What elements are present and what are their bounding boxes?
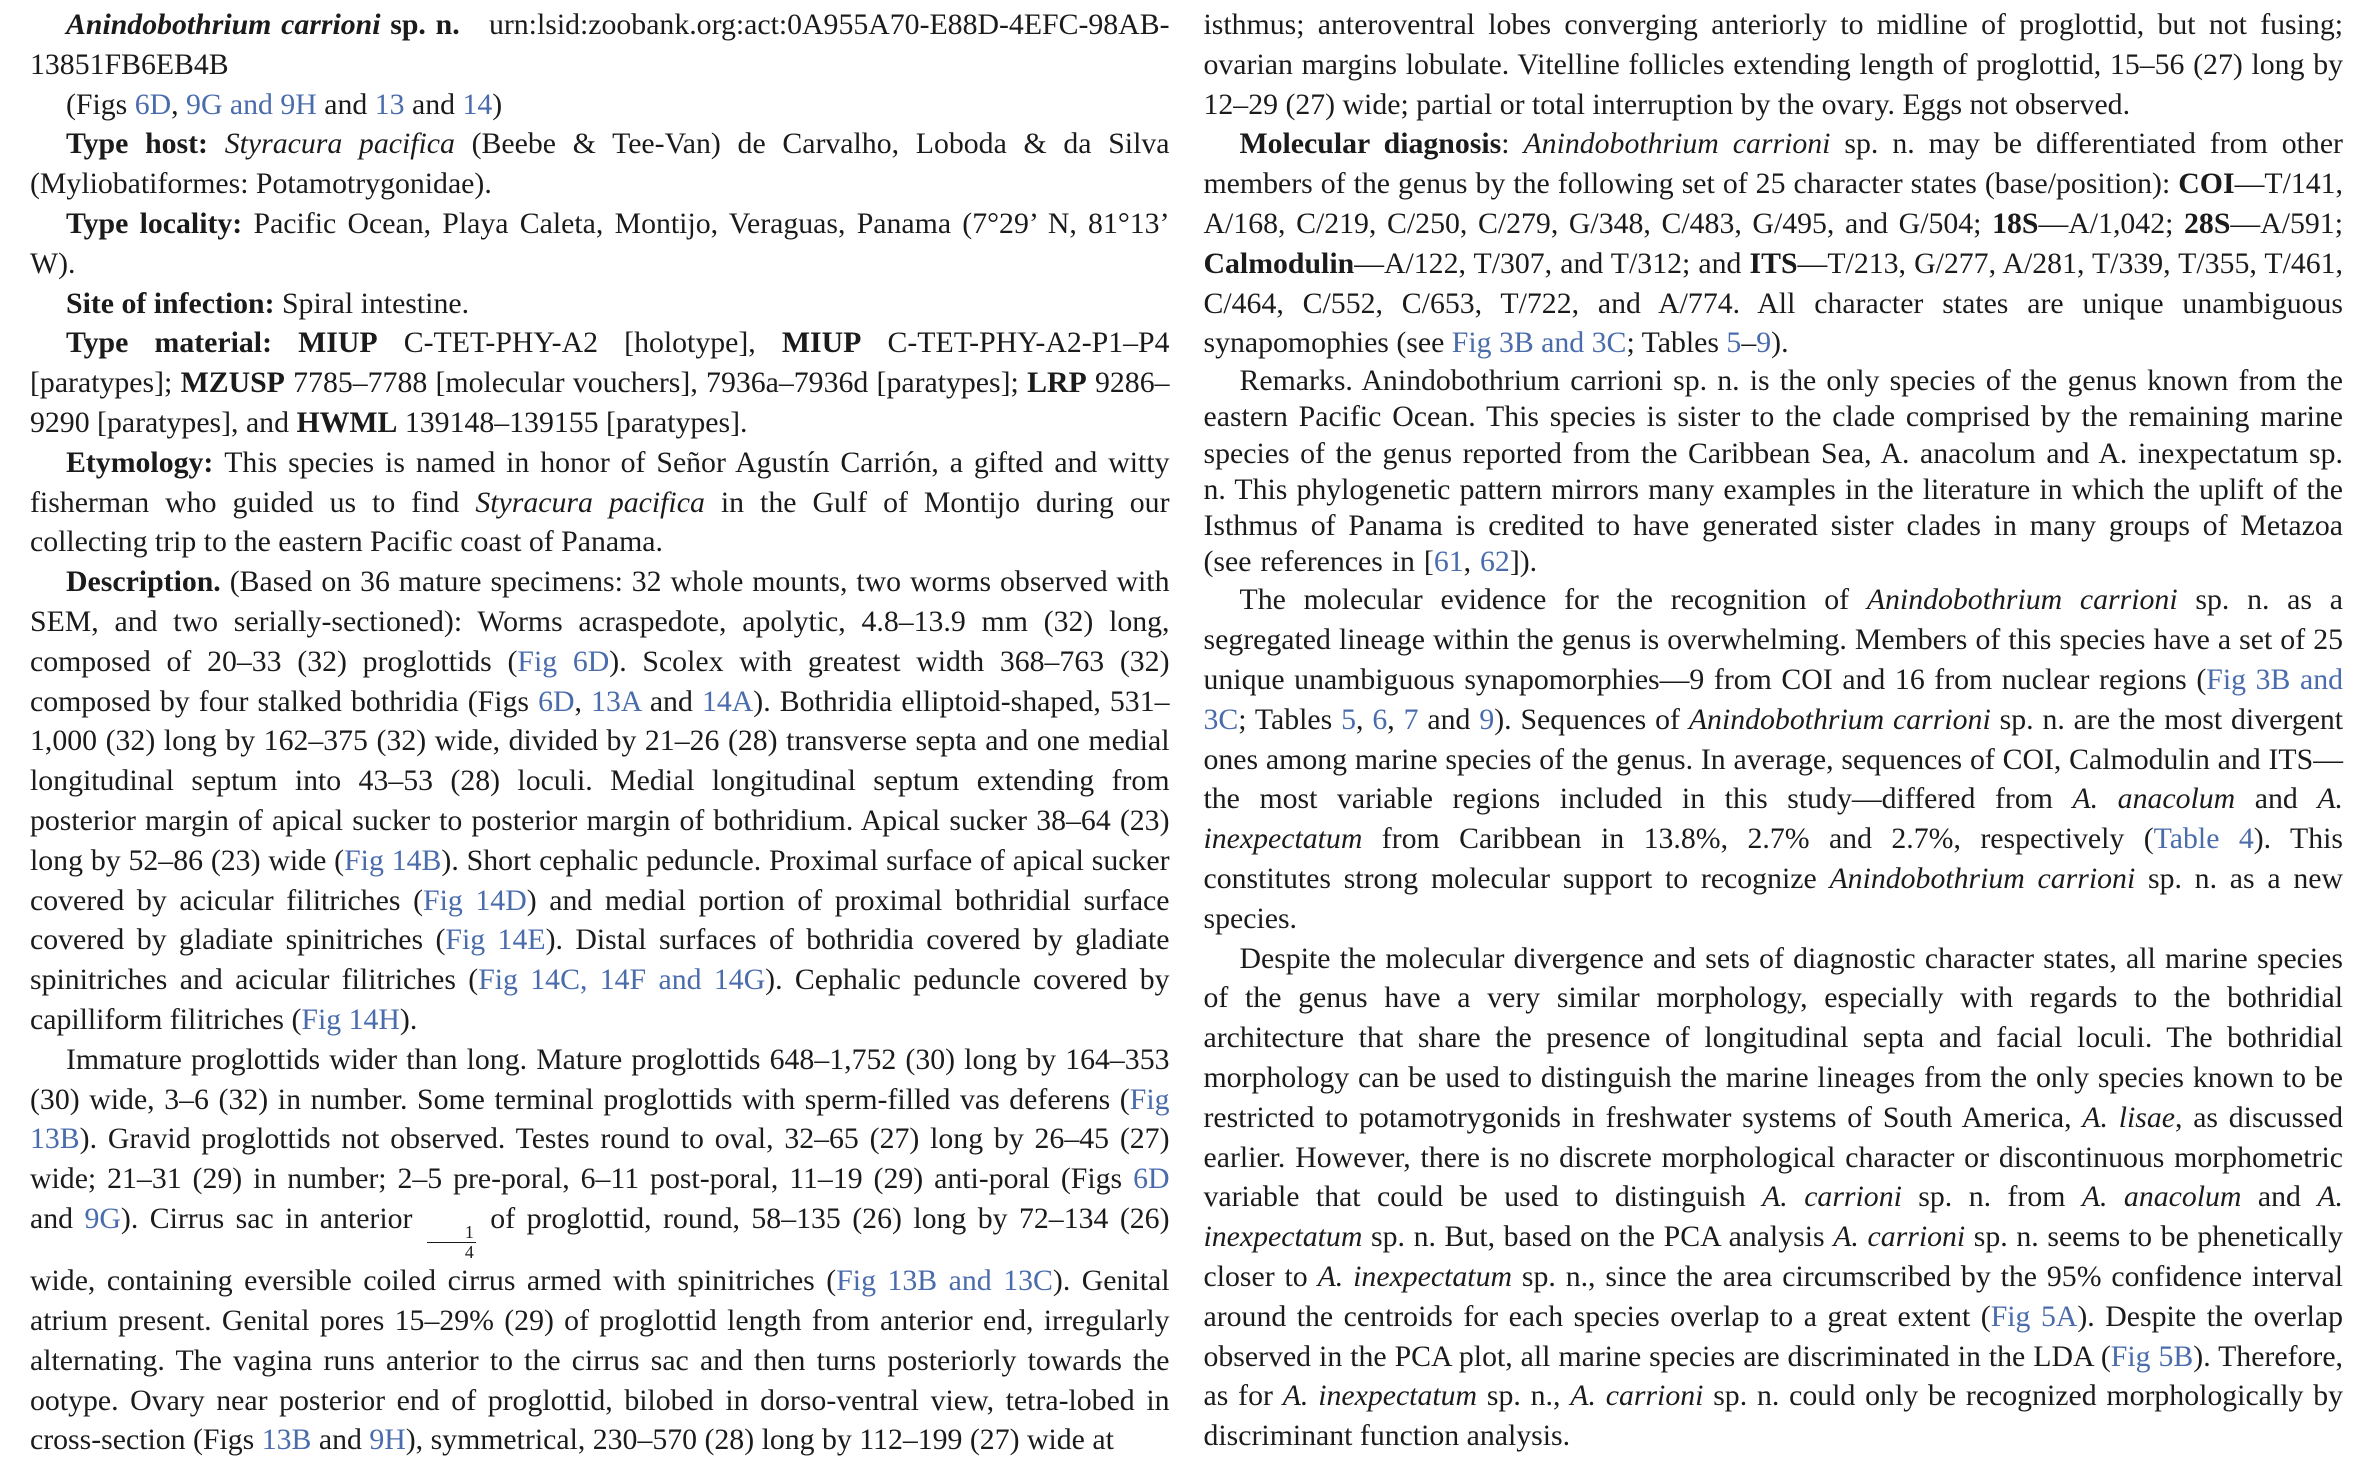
text-run: and <box>2241 1180 2318 1214</box>
text-run: Anindobothrium carrioni <box>66 8 381 41</box>
text-run: , <box>1463 545 1481 579</box>
text-run: Immature proglottids wider than long. Mature proglottids 648–1,752 (30) long by 164–353 (30) wide, 3–6 (32) in number. Some terminal proglottids with sperm-filled vas deferens ( <box>30 1042 1170 1116</box>
text-run: urn:lsid:zoobank.org:act:0A955A70-E88D-4EFC-98AB-13851FB6EB4B <box>30 8 1170 81</box>
text-run: Anindobothrium carrioni <box>1829 861 2136 895</box>
text-run: 7785–7788 [molecular vouchers], 7936a–7936d [paratypes]; <box>284 366 1028 400</box>
text-run: The molecular evidence for the recognition of <box>1239 583 1867 617</box>
type-material <box>30 323 1170 442</box>
text-run: Spiral intestine. <box>281 286 470 320</box>
reference-link[interactable]: Fig 14H <box>301 1002 400 1036</box>
text-run: 9286–9290 [paratypes], and <box>30 366 1170 439</box>
text-run: , <box>574 684 592 718</box>
text-run: and <box>2235 782 2318 816</box>
description <box>30 562 1170 1040</box>
text-run: 139148–139155 [paratypes]. <box>397 405 748 439</box>
text-run: sp. n. <box>380 8 460 41</box>
text-run: —A/591; <box>2230 206 2343 240</box>
text-run: of proglottid, round, 58–135 (26) long by 72–134 (26) wide, containing eversible coiled cirrus armed with spinitriches ( <box>30 1201 1170 1298</box>
text-run: Description. <box>66 565 230 599</box>
right-column <box>1203 5 2344 1453</box>
etymology <box>30 443 1170 562</box>
figure-citation-line <box>30 85 1170 125</box>
text-run: ; Tables <box>1238 702 1342 736</box>
text-run: ) and medial portion of proximal bothridial surface covered by gladiate spinitriches ( <box>30 883 1170 957</box>
text-run: isthmus; anteroventral lobes converging anteriorly to midline of proglottid, but not fusing; ovarian margins lobulate. Vitelline follicles extending length of proglottid, 15–56 (27) long by 12–29 (27) wide; partial or total interruption by the ovary. Eggs not observed. <box>1203 8 2343 121</box>
description-proglottids <box>30 1040 1170 1460</box>
text-run: ). Genital atrium present. Genital pores 15–29% (29) of proglottid length from anterior end, irregularly alternating. The vagina runs anterior to the cirrus sac and then turns posteriorly towards the ootype. Ovary near posterior end of proglottid, bilobed in dorso-ventral view, tetra-lobed in cross-section (Figs <box>30 1264 1170 1457</box>
text-run: – <box>1741 326 1757 360</box>
text-run: Anindobothrium carrioni <box>1688 702 1991 736</box>
text-run: Type material: MIUP <box>66 326 378 360</box>
text-run: and <box>311 1423 370 1457</box>
reference-link[interactable]: Fig 14C, 14F and 14G <box>478 963 766 997</box>
reference-link[interactable]: 9H <box>369 1423 406 1457</box>
text-run: , <box>171 87 187 121</box>
reference-link[interactable]: 14 <box>462 87 493 121</box>
reference-link[interactable]: Fig 13B <box>30 1082 1170 1156</box>
text-run: ; Tables <box>1626 326 1727 360</box>
text-run: in the Gulf of Montijo during our collecting trip to the eastern Pacific coast of Panama. <box>30 485 1170 559</box>
fraction-denominator: 4 <box>464 1241 474 1262</box>
reference-link[interactable]: 13 <box>374 87 405 121</box>
reference-link[interactable]: 5 <box>1726 326 1742 360</box>
text-run: and <box>404 87 463 121</box>
text-run: ). Cephalic peduncle covered by capilliform filitriches ( <box>30 963 1170 1036</box>
text-run: Type host: <box>66 127 225 161</box>
molecular-diagnosis <box>1204 124 2344 363</box>
text-run: A. inexpectatum <box>1317 1259 1512 1293</box>
reference-link[interactable]: Fig 3B and 3C <box>1203 662 2343 736</box>
text-run: sp. n. are the most divergent ones among marine species of the genus. In average, sequences of COI, Calmodulin and ITS—the most variable regions included in this study—differed from <box>1203 702 2344 816</box>
text-run: and <box>640 684 702 718</box>
text-run: Anindobothrium carrioni <box>1523 127 1831 161</box>
text-run: A. carrioni <box>1833 1220 1966 1254</box>
text-run: (Figs <box>66 87 135 121</box>
reference-link[interactable]: Fig 14B <box>344 843 442 877</box>
text-run: Etymology: <box>66 445 225 479</box>
fraction-numerator: 1 <box>427 1223 476 1243</box>
description-continued <box>1204 5 2344 124</box>
text-run: ). This constitutes strong molecular support to recognize <box>1203 822 2343 895</box>
text-run: ). Distal surfaces of bothridia covered by gladiate spinitriches and acicular filitriches ( <box>30 923 1170 997</box>
reference-link[interactable]: 13B <box>261 1423 312 1457</box>
text-run: Type locality: <box>66 206 254 240</box>
text-run: and <box>30 1201 85 1235</box>
reference-link[interactable]: 6D <box>1133 1162 1170 1196</box>
reference-link[interactable]: Fig 13B and 13C <box>836 1264 1053 1298</box>
remarks <box>1204 363 2344 580</box>
text-run: sp. n. But, based on the PCA analysis <box>1362 1220 1834 1254</box>
molecular-evidence <box>1204 580 2344 938</box>
text-run: 28S <box>2184 206 2231 240</box>
reference-link[interactable]: 5 <box>1341 702 1357 736</box>
text-run: Styracura pacifica <box>224 127 455 161</box>
text-run: ). <box>399 1002 418 1036</box>
reference-link[interactable]: 6D <box>538 684 575 718</box>
text-run: A. anacolum <box>2081 1180 2242 1214</box>
text-run: ). Despite the overlap observed in the PCA plot, all marine species are discriminated in the LDA ( <box>1203 1299 2343 1373</box>
text-run: HWML <box>296 405 398 439</box>
text-run: and <box>316 87 375 121</box>
text-run: A. inexpectatum <box>1282 1379 1478 1413</box>
text-run: Remarks. Anindobothrium carrioni sp. n. is the only species of the genus known from the eastern Pacific Ocean. This species is sister to the clade comprised by the remaining marine species of the genus reported from the Caribbean Sea, A. anacolum and A. inexpectatum sp. n. This phylogenetic pattern mirrors many examples in the literature in which the uplift of the Isthmus of Panama is credited to have generated sister clades in many groups of Metazoa (see references in [ <box>1203 364 2343 579</box>
text-run: sp. n., since the area circumscribed by the 95% confidence interval around the centroids for each species overlap to a great extent ( <box>1203 1259 2343 1333</box>
text-run: ). Short cephalic peduncle. Proximal surface of apical sucker covered by acicular filitriches ( <box>30 843 1170 917</box>
text-run: , as discussed earlier. However, there is no discrete morphological character or discontinuous morphometric variable that could be used to distinguish <box>1203 1100 2343 1214</box>
reference-link[interactable]: 62 <box>1480 545 1510 579</box>
text-run: from Caribbean in 13.8%, 2.7% and 2.7%, respectively ( <box>1362 822 2154 856</box>
reference-link[interactable]: 9G <box>84 1201 121 1235</box>
text-run: COI <box>2178 167 2235 201</box>
text-run: Molecular diagnosis <box>1239 127 1502 161</box>
text-run: Despite the molecular divergence and sets of diagnostic character states, all marine species of the genus have a very similar morphology, especially with regards to the bothridial architecture that share the presence of longitudinal septa and facial loculi. The bothridial morphology can be used to distinguish the marine lineages from the only species known to be restricted to potamotrygonids in freshwater systems of South America, <box>1203 941 2343 1134</box>
reference-link[interactable]: 9 <box>1756 326 1772 360</box>
text-run: (Beebe & Tee-Van) de Carvalho, Loboda & da Silva (Myliobatiformes: Potamotrygonidae). <box>30 127 1170 201</box>
text-run: : <box>1501 127 1524 161</box>
text-run: Pacific Ocean, Playa Caleta, Montijo, Veraguas, Panama (7°29’ N, 81°13’ W). <box>30 206 1170 280</box>
text-run: , <box>1387 702 1404 736</box>
reference-link[interactable]: 6 <box>1372 702 1388 736</box>
text-run: A. inexpectatum <box>1203 1180 2344 1254</box>
site-of-infection <box>30 284 1170 324</box>
text-run: A. lisae <box>2082 1100 2175 1134</box>
text-run: —A/122, T/307, and T/312; and <box>1354 246 1750 280</box>
text-run: ). Bothridia elliptoid-shaped, 531–1,000 (32) long by 162–375 (32) wide, divided by 21–26 (28) transverse septa and one medial longitudinal septum into 43–53 (28) loculi. Medial longitudinal septum extending from posterior margin of apical sucker to posterior margin of bothridium. Apical sucker 38–64 (23) long by 52–86 (23) wide ( <box>30 684 1170 877</box>
text-run: 18S <box>1992 206 2039 240</box>
reference-link[interactable]: Fig 14E <box>445 923 546 957</box>
text-run: ). Scolex with greatest width 368–763 (32) composed by four stalked bothridia (Figs <box>30 644 1170 718</box>
left-column <box>30 5 1170 1457</box>
reference-link[interactable]: Table 4 <box>2153 822 2254 856</box>
text-run: MZUSP <box>180 366 285 400</box>
text-run: —T/213, G/277, A/281, T/339, T/355, T/461, C/464, C/552, C/653, T/722, and A/774. All character states are unique unambiguous synapomophies (see <box>1203 246 2343 360</box>
text-run: C-TET-PHY-A2 [holotype], <box>377 326 782 360</box>
text-run: ]). <box>1509 545 1538 579</box>
text-run: ). Gravid proglottids not observed. Testes round to oval, 32–65 (27) long by 26–45 (27) wide; 21–31 (29) in number; 2–5 pre-poral, 6–11 post-poral, 11–19 (29) anti-poral (Figs <box>30 1122 1170 1196</box>
morphology-discussion <box>1204 939 2344 1456</box>
text-run: sp. n. seems to be phenetically closer to <box>1203 1220 2343 1293</box>
text-run: and <box>1418 702 1480 736</box>
text-run: —A/1,042; <box>2038 206 2185 240</box>
text-run: A. carrioni <box>1570 1379 1704 1413</box>
text-run: Anindobothrium carrioni <box>1866 583 2178 617</box>
text-run: Styracura pacifica <box>475 485 705 519</box>
text-run: ). <box>1771 326 1789 360</box>
reference-link[interactable]: 7 <box>1403 702 1419 736</box>
text-run: sp. n. from <box>1901 1180 2082 1214</box>
text-run: sp. n., <box>1477 1379 1571 1413</box>
reference-link[interactable]: 9G and 9H <box>186 87 317 121</box>
species-heading <box>30 5 1170 85</box>
type-host <box>30 124 1170 204</box>
type-locality <box>30 204 1170 284</box>
reference-link[interactable]: 13A <box>591 684 641 718</box>
text-run: C-TET-PHY-A2-P1–P4 [paratypes]; <box>30 326 1170 400</box>
reference-link[interactable]: 6D <box>134 87 172 121</box>
text-run: —T/141, A/168, C/219, C/250, C/279, G/348, C/483, G/495, and G/504; <box>1203 167 2343 240</box>
reference-link[interactable]: Fig 5B <box>2110 1339 2194 1373</box>
text-run: ), symmetrical, 230–570 (28) long by 112–199 (27) wide at <box>405 1423 1114 1457</box>
text-run: sp. n. could only be recognized morphologically by discriminant function analysis. <box>1203 1379 2343 1453</box>
text-run: sp. n. as a new species. <box>1203 861 2343 935</box>
text-run: ) <box>492 87 503 121</box>
text-run: A. anacolum <box>2072 782 2236 816</box>
text-run: ). Cirrus sac in anterior <box>120 1201 424 1235</box>
text-run: sp. n. may be differentiated from other members of the genus by the following set of 25 character states (base/position): <box>1203 127 2343 201</box>
text-run: MIUP <box>781 326 862 360</box>
reference-link[interactable]: 61 <box>1433 545 1464 579</box>
text-run: ). Sequences of <box>1494 702 1689 736</box>
text-run: ). Therefore, as for <box>1203 1339 2343 1413</box>
text-run: Site of infection: <box>66 286 282 320</box>
text-run: LRP <box>1027 366 1087 400</box>
text-run: (Based on 36 mature specimens: 32 whole mounts, two worms observed with SEM, and two serially-sectioned): Worms acraspedote, apolytic, 4.8–13.9 mm (32) long, composed of 20–33 (32) proglottids ( <box>30 565 1170 678</box>
reference-link[interactable]: Fig 6D <box>517 644 610 678</box>
text-run: Calmodulin <box>1203 246 1355 280</box>
text-run: This species is named in honor of Señor Agustín Carrión, a gifted and witty fisherman who guided us to find <box>30 445 1170 519</box>
text-run: sp. n. as a segregated lineage within the genus is overwhelming. Members of this species have a set of 25 unique unambiguous synapomorphies—9 from COI and 16 from nuclear regions ( <box>1203 583 2343 696</box>
reference-link[interactable]: 9 <box>1479 702 1495 736</box>
text-run: ITS <box>1749 246 1798 280</box>
reference-link[interactable]: 14A <box>701 684 754 718</box>
text-run: , <box>1356 702 1373 736</box>
text-run: A. carrioni <box>1762 1180 1902 1214</box>
reference-link[interactable]: Fig 3B and 3C <box>1451 326 1627 360</box>
stacked-fraction <box>427 1223 476 1262</box>
reference-link[interactable]: Fig 14D <box>423 883 527 917</box>
text-run: A. inexpectatum <box>1203 782 2344 856</box>
reference-link[interactable]: Fig 5A <box>1990 1299 2078 1333</box>
